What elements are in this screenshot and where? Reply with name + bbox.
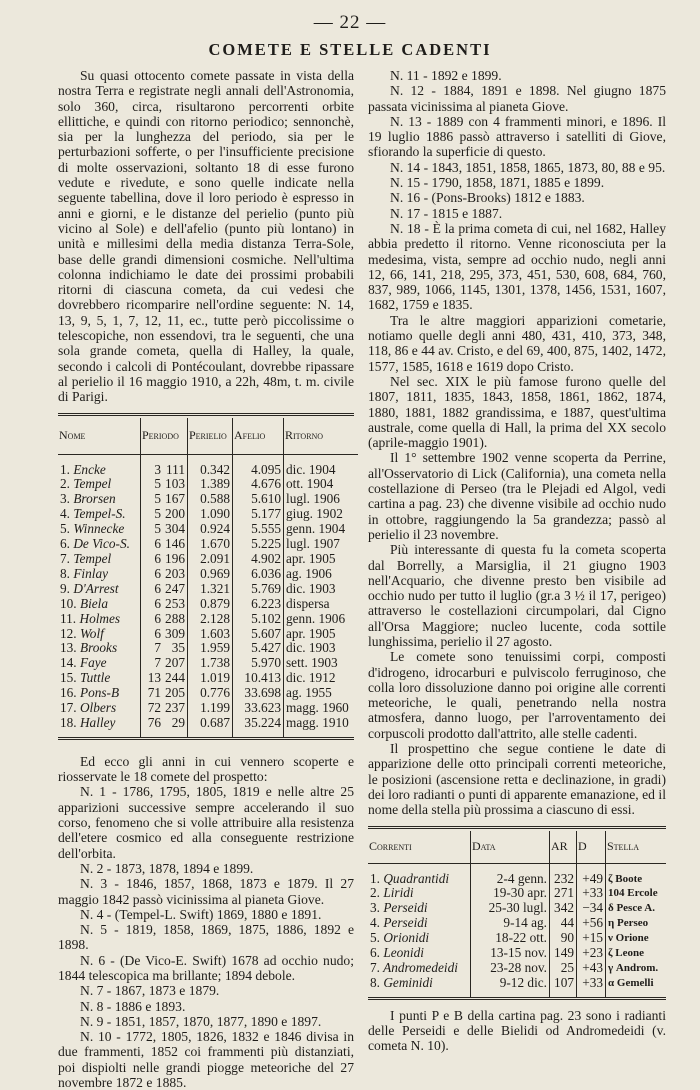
period-cell [141,492,188,507]
period-years: 5 [154,521,161,537]
star-cell: α Gemelli [608,976,654,989]
row-index: 3. [370,900,380,916]
period-cell [141,671,188,686]
comet-name-cell [58,612,141,627]
table-row [368,886,666,901]
ritorno-cell: dic. 1903 [286,580,336,596]
right-column [368,68,666,1054]
period-days: 253 [165,595,185,611]
page-number: — 22 — [313,12,387,33]
period-cell [141,582,188,597]
stream-name-cell [368,863,471,886]
comet-name: Faye [79,655,107,671]
afelio-cell: 33.698 [233,686,284,701]
stream-name-cell [368,901,471,916]
entry-paragraph: N. 5 - 1819, 1858, 1869, 1875, 1886, 1892 e 1898. [58,922,354,953]
table-row [58,597,358,612]
comet-name: D'Arrest [73,580,119,596]
period-cell [141,537,188,552]
ritorno-cell: lugl. 1907 [286,536,340,552]
comet-name-cell [58,552,141,567]
table-row [58,716,358,737]
afelio-cell: 5.177 [233,507,284,522]
row-index: 2. [370,885,380,901]
row-index: 3. [60,491,70,507]
period-years: 6 [154,610,161,626]
entry-paragraph: N. 4 - (Tempel-L. Swift) 1869, 1880 e 1891. [80,906,322,922]
entry-paragraph: N. 16 - (Pons-Brooks) 1812 e 1883. [390,190,585,206]
perielio-cell: 1.019 [188,671,233,686]
perielio-cell: 2.128 [188,612,233,627]
comet-table [58,418,358,737]
afelio-cell: 6.036 [233,567,284,582]
comet-table-body [58,454,358,737]
table-row [58,671,358,686]
table-row [368,863,666,886]
afelio-cell: 5.970 [233,656,284,671]
row-index: 6. [60,536,70,552]
row-index: 11. [60,610,77,626]
date-cell: 19-30 apr. [471,886,550,901]
period-cell [141,477,188,492]
comet-name: Tempel [73,476,112,492]
perielio-cell: 2.091 [188,552,233,567]
entry-paragraph: N. 9 - 1851, 1857, 1870, 1877, 1890 e 1897. [80,1013,322,1029]
table-row [58,582,358,597]
period-days: 309 [165,625,185,641]
perielio-cell: 1.090 [188,507,233,522]
after-table-paragraph: Ed ecco gli anni in cui vennero scoperte e riosservate le 18 comete del prospetto: [58,753,354,785]
table-row [368,961,666,976]
table-row [58,477,358,492]
period-days: 205 [165,685,185,701]
table-row [368,916,666,931]
body-paragraph: Il prospettino che segue contiene le date di apparizione delle otto principali correnti meteoriche, le posizioni (ascensione retta e declinazione, in gradi) dei loro radianti o punti di apparente emanazione, ed il nome della stella più prossima a ciascuno di essi. [368,741,666,818]
period-cell [141,716,188,737]
perielio-cell: 1.199 [188,701,233,716]
right-paragraphs [368,313,666,818]
ritorno-cell: dic. 1912 [286,670,336,686]
afelio-cell: 4.095 [233,454,284,477]
ritorno-cell: magg. 1910 [286,714,349,730]
table-row [58,686,358,701]
afelio-cell: 33.623 [233,701,284,716]
ritorno-cell: apr. 1905 [286,625,336,641]
intro-paragraph: Su quasi ottocento comete passate in vista della nostra Terra e registrate negli annali dell'Astronomia, solo 360, circa, risultarono percorrenti orbite ellittiche, e quindi con ritorno periodico; sennonchè, sia per la lunghezza del periodo, sia per le perturbazioni sofferte, o per l'insufficiente precisione di molte osservazioni, soltanto 18 di esse furono vedute e rivedute, e sono quelle indicate nella seguente tabellina, dove il loro periodo è espresso in anni e giorni, e le distanze del perielio (punto più vicino al Sole) e dell'afelio (punto più lontano) in unità e millesimi della media distanza Terra-Sole, base delle grandi dimensioni cosmiche. Nell'ultima colonna indichiamo le date dei prossimi probabili ritorni di ciascuna cometa, da cui vedesi che dovrebbero ricomparire nell'ordine seguente: N. 14, 13, 9, 5, 1, 7, 12, 11, ec., tutte però piccolissime o telescopiche, non essendovi, tra le seguenti, che una sola grande cometa, quella di Halley, la quale, secondo i calcoli di Pontécoulant, dovrebbe ripassare al perielio il 16 maggio 1910, a 22h, 48m, t. m. civile di Parigi. [58,68,354,405]
period-years: 6 [154,550,161,566]
table-row [58,537,358,552]
stream-name: Orionidi [383,930,430,946]
period-years: 13 [147,670,161,686]
comet-name-cell [58,656,141,671]
header-data: Data [471,831,550,864]
header-periodo: Periodo [141,418,188,455]
header-afelio: Afelio [233,418,284,455]
stream-name-cell [368,886,471,901]
decl-cell: +15 [577,931,606,946]
perielio-cell: 0.342 [188,454,233,477]
period-years: 71 [147,685,161,701]
period-cell [141,522,188,537]
entry-paragraph: N. 2 - 1873, 1878, 1894 e 1899. [80,860,254,876]
table-row [58,612,358,627]
date-cell: 9-14 ag. [471,916,550,931]
afelio-cell: 5.225 [233,537,284,552]
row-index: 12. [60,625,77,641]
stream-name-cell [368,946,471,961]
date-cell: 25-30 lugl. [471,901,550,916]
decl-cell: +33 [577,976,606,997]
table-row [58,656,358,671]
comet-name: Brooks [79,640,118,656]
row-index: 18. [60,714,77,730]
star-cell: 104 Ercole [608,887,658,900]
header-ritorno: Ritorno [284,418,359,455]
row-index: 10. [60,595,77,611]
ritorno-cell: genn. 1904 [286,521,346,537]
table-row [58,507,358,522]
perielio-cell: 1.738 [188,656,233,671]
comet-name: Biela [79,595,109,611]
comet-name: Tuttle [79,670,111,686]
period-days: 244 [165,670,185,686]
period-cell [141,597,188,612]
page-title: COMETE E STELLE CADENTI [208,40,492,59]
body-paragraph: Nel sec. XIX le più famose furono quelle del 1807, 1811, 1835, 1843, 1858, 1861, 1862, 1874, 1880, 1881, 1882 grandissima, e 1887, quest'ultima australe, come quella di Hall, la prima del XX secolo (aprile-maggio 1901). [368,373,666,451]
row-index: 8. [370,974,380,990]
period-years: 5 [154,491,161,507]
perielio-cell: 0.879 [188,597,233,612]
comet-name-cell [58,492,141,507]
period-days: 304 [165,521,185,537]
comet-name-cell [58,597,141,612]
period-days: 196 [165,550,185,566]
body-paragraph: Il 1° settembre 1902 venne scoperta da Perrine, all'Osservatorio di Lick (California), una cometa nella costellazione di Perseo (tra le Plejadi ed Algol, vedi cartina a pag. 23) che divenne visibile ad occhio nudo in ottobre, raggiungendo la 5a grandezza; passò al perielio il 23 novembre. [368,450,666,542]
ar-cell: 25 [550,961,577,976]
period-cell [141,701,188,716]
row-index: 1. [60,461,70,477]
comet-name-cell [58,507,141,522]
header-perielio: Perielio [188,418,233,455]
star-cell: ν Orione [608,932,649,945]
ritorno-cell: magg. 1960 [286,700,349,716]
perielio-cell: 1.321 [188,582,233,597]
comet-name: Winnecke [73,521,125,537]
header-correnti: Correnti [368,831,471,864]
entry-paragraph: N. 1 - 1786, 1795, 1805, 1819 e nelle altre 25 apparizioni successive sempre accelerando il suo corso, fenomeno che si volle attribuire alla resistenza dell'etere cosmico ed alla conseguente restrizione dell'orbita. [58,784,354,861]
comet-name-cell [58,582,141,597]
body-paragraph: Le comete sono tenuissimi corpi, composti d'idrogeno, idrocarburi e pulviscolo ferruginoso, che colla loro dissoluzione danno poi origine alle correnti meteoriche, le quali, penetrando nella nostra atmosfera, danno luogo, per l'arroventamento dei corpuscoli prodotto dall'attrito, alle stelle cadenti. [368,649,666,741]
ar-cell: 90 [550,931,577,946]
ar-cell: 149 [550,946,577,961]
perielio-cell: 1.959 [188,641,233,656]
comet-name-cell [58,716,141,737]
entry-paragraph: N. 12 - 1884, 1891 e 1898. Nel giugno 1875 passata vicinissima al pianeta Giove. [368,83,666,114]
table-row [58,641,358,656]
comet-name-cell [58,567,141,582]
period-years: 3 [154,461,161,477]
decl-cell: +56 [577,916,606,931]
ar-cell: 232 [550,863,577,886]
date-cell: 9-12 dic. [471,976,550,997]
perielio-cell: 0.687 [188,716,233,737]
comet-name-cell [58,671,141,686]
period-cell [141,612,188,627]
star-cell: η Perseo [608,917,649,930]
table-row [368,946,666,961]
period-days: 237 [165,700,185,716]
period-years: 72 [147,700,161,716]
row-index: 13. [60,640,77,656]
entry-paragraph: N. 13 - 1889 con 4 frammenti minori, e 1896. Il 19 luglio 1886 passò attraverso i satelliti di Giove, sfiorando la superficie di questo. [368,113,666,160]
period-years: 6 [154,595,161,611]
entry-paragraph: N. 18 - È la prima cometa di cui, nel 1682, Halley abbia predetto il ritorno. Venne riconosciuta per la medesima, vista, sempre ad occhio nudo, negli anni 12, 66, 141, 218, 295, 373, 451, 530, 608, 684, 760, 837, 989, 1066, 1145, 1301, 1378, 1456, 1531, 1607, 1682, 1759 e 1835. [368,220,666,313]
afelio-cell: 6.223 [233,597,284,612]
star-cell: ζ Leone [608,947,645,960]
entry-paragraph: N. 6 - (De Vico-E. Swift) 1678 ad occhio nudo; 1844 telescopica ma brillante; 1894 debole. [58,952,354,983]
meteor-table-body [368,863,666,997]
stream-name-cell [368,931,471,946]
entry-paragraph: N. 14 - 1843, 1851, 1858, 1865, 1873, 80, 88 e 95. [390,159,666,175]
stream-name: Perseidi [383,915,428,931]
ritorno-cell: lugl. 1906 [286,491,340,507]
afelio-cell: 5.769 [233,582,284,597]
afelio-cell: 5.555 [233,522,284,537]
table-row [58,522,358,537]
decl-cell: +33 [577,886,606,901]
afelio-cell: 4.902 [233,552,284,567]
entry-paragraph: N. 10 - 1772, 1805, 1826, 1832 e 1846 divisa in due frammenti, 1852 coi frammenti più distanziati, poi dispiolti nelle grandi piogge meteoriche del 27 novembre 1872 e 1885. [58,1029,354,1090]
star-cell: δ Pesce A. [608,902,655,915]
period-cell [141,507,188,522]
ar-cell: 44 [550,916,577,931]
period-years: 6 [154,625,161,641]
header-d: D [577,831,606,864]
stream-name: Geminidi [383,974,433,990]
row-index: 7. [60,550,70,566]
row-index: 17. [60,700,77,716]
comet-name: Brorsen [73,491,116,507]
row-index: 2. [60,476,70,492]
decl-cell: +23 [577,946,606,961]
ritorno-cell: ag. 1955 [286,685,332,701]
row-index: 4. [370,915,380,931]
afelio-cell: 4.676 [233,477,284,492]
table-row [58,492,358,507]
ritorno-cell: ott. 1904 [286,476,334,492]
left-entry-list [58,784,354,1090]
period-cell [141,567,188,582]
decl-cell: +43 [577,961,606,976]
period-days: 247 [165,580,185,596]
date-cell: 18-22 ott. [471,931,550,946]
period-days: 207 [165,655,185,671]
ritorno-cell: ag. 1906 [286,565,332,581]
entry-paragraph: N. 11 - 1892 e 1899. [390,68,502,83]
period-years: 7 [154,640,161,656]
date-cell: 13-15 nov. [471,946,550,961]
period-cell [141,686,188,701]
comet-name: Encke [73,461,106,477]
meteor-table [368,831,666,997]
stream-name: Perseidi [383,900,428,916]
period-years: 5 [154,506,161,522]
stream-name: Liridi [383,885,414,901]
row-index: 9. [60,580,70,596]
date-cell: 23-28 nov. [471,961,550,976]
period-days: 203 [165,565,185,581]
stream-name: Quadrantidi [383,870,450,886]
comet-name-cell [58,477,141,492]
comet-name: Tempel-S. [73,506,126,522]
period-years: 76 [147,714,161,730]
table-row [368,931,666,946]
perielio-cell: 0.776 [188,686,233,701]
stream-name-cell [368,916,471,931]
entry-paragraph: N. 8 - 1886 e 1893. [80,998,186,1014]
period-cell [141,552,188,567]
period-years: 6 [154,580,161,596]
perielio-cell: 1.670 [188,537,233,552]
perielio-cell: 1.389 [188,477,233,492]
comet-name: Halley [79,714,116,730]
perielio-cell: 0.588 [188,492,233,507]
ar-cell: 342 [550,901,577,916]
stream-name: Leonidi [383,945,424,961]
period-cell [141,656,188,671]
period-days: 35 [171,640,185,656]
comet-name: Olbers [79,700,117,716]
comet-name-cell [58,641,141,656]
comet-name-cell [58,454,141,477]
table-row [368,901,666,916]
perielio-cell: 1.603 [188,627,233,642]
afelio-cell: 5.610 [233,492,284,507]
row-index: 8. [60,565,70,581]
decl-cell: −34 [577,901,606,916]
comet-name: Tempel [73,550,112,566]
table-row [58,701,358,716]
row-index: 5. [370,930,380,946]
comet-name: Holmes [79,610,121,626]
decl-cell: +49 [577,863,606,886]
afelio-cell: 5.427 [233,641,284,656]
body-paragraph: Più interessante di questa fu la cometa scoperta dal Borrelly, a Marsiglia, il 21 giugno 1903 nell'Acquario, che divenne presto ben visibile ad occhio nudo per tutto il luglio (gr.a 3 ½ il 17, perigeo) attraverso le costellazioni circumpolari, dal Cigno all'Orsa Maggiore; nucleo lucente, coda sottile lunghissima, perielio il 27 agosto. [368,542,666,649]
comet-name: De Vico-S. [73,536,130,552]
comet-name-cell [58,537,141,552]
comet-name-cell [58,686,141,701]
period-cell [141,641,188,656]
entry-paragraph: N. 17 - 1815 e 1887. [390,205,503,221]
comet-name: Finlay [73,565,109,581]
entry-paragraph: N. 15 - 1790, 1858, 1871, 1885 e 1899. [390,175,605,191]
row-index: 16. [60,685,77,701]
period-years: 6 [154,536,161,552]
star-cell: ζ Boote [608,872,643,885]
perielio-cell: 0.969 [188,567,233,582]
afelio-cell: 35.224 [233,716,284,737]
stream-name-cell [368,976,471,997]
row-index: 5. [60,521,70,537]
ritorno-cell: dic. 1904 [286,461,336,477]
body-paragraph: Tra le altre maggiori apparizioni cometarie, notiamo quelle degli anni 480, 431, 410, 373, 348, 118, 86 e 44 av. Cristo, e del 69, 400, 875, 1402, 1472, 1577, 1585, 1618 e 1619 dopo Cristo. [368,312,666,374]
comet-name: Pons-B [79,685,120,701]
right-entry-list [368,68,666,313]
comet-name-cell [58,627,141,642]
period-cell [141,627,188,642]
left-column [58,68,354,1090]
afelio-cell: 10.413 [233,671,284,686]
ar-cell: 271 [550,886,577,901]
ritorno-cell: genn. 1906 [286,610,346,626]
table-row [368,976,666,997]
period-days: 111 [166,461,185,477]
ritorno-cell: giug. 1902 [286,506,343,522]
row-index: 14. [60,655,77,671]
table-row [58,552,358,567]
meteor-table-top-rule [368,826,666,829]
period-days: 103 [165,476,185,492]
row-index: 4. [60,506,70,522]
period-days: 167 [165,491,185,507]
period-days: 288 [165,610,185,626]
afelio-cell: 5.607 [233,627,284,642]
entry-paragraph: N. 3 - 1846, 1857, 1868, 1873 e 1879. Il 27 maggio 1842 passò vicinissima al pianeta Giove. [58,876,354,907]
perielio-cell: 0.924 [188,522,233,537]
header-stella: Stella [606,831,667,864]
period-days: 200 [165,506,185,522]
table-row [58,567,358,582]
period-years: 5 [154,476,161,492]
period-days: 146 [165,536,185,552]
stream-name-cell [368,961,471,976]
entry-paragraph: N. 7 - 1867, 1873 e 1879. [80,983,220,999]
table-row [58,627,358,642]
afelio-cell: 5.102 [233,612,284,627]
row-index: 7. [370,959,380,975]
ritorno-cell: dispersa [286,595,330,611]
row-index: 1. [370,870,380,886]
comet-name-cell [58,522,141,537]
stream-name: Andromedeidi [383,959,458,975]
period-cell [141,454,188,477]
row-index: 6. [370,945,380,961]
row-index: 15. [60,670,77,686]
header-nome: Nome [58,418,141,455]
header-ar: AR [550,831,577,864]
table-top-rule [58,413,354,416]
ritorno-cell: sett. 1903 [286,655,338,671]
comet-name-cell [58,701,141,716]
period-years: 7 [154,655,161,671]
comet-name: Wolf [79,625,104,641]
ritorno-cell: dic. 1903 [286,640,336,656]
star-cell: γ Androm. [608,961,659,974]
ar-cell: 107 [550,976,577,997]
ritorno-cell: apr. 1905 [286,550,336,566]
period-years: 6 [154,565,161,581]
date-cell: 2-4 genn. [471,863,550,886]
table-row [58,454,358,477]
period-days: 29 [171,714,185,730]
closing-paragraph: I punti P e B della cartina pag. 23 sono i radianti delle Perseidi e delle Bielidi od Andromedeidi (v. cometa N. 10). [368,1007,666,1054]
